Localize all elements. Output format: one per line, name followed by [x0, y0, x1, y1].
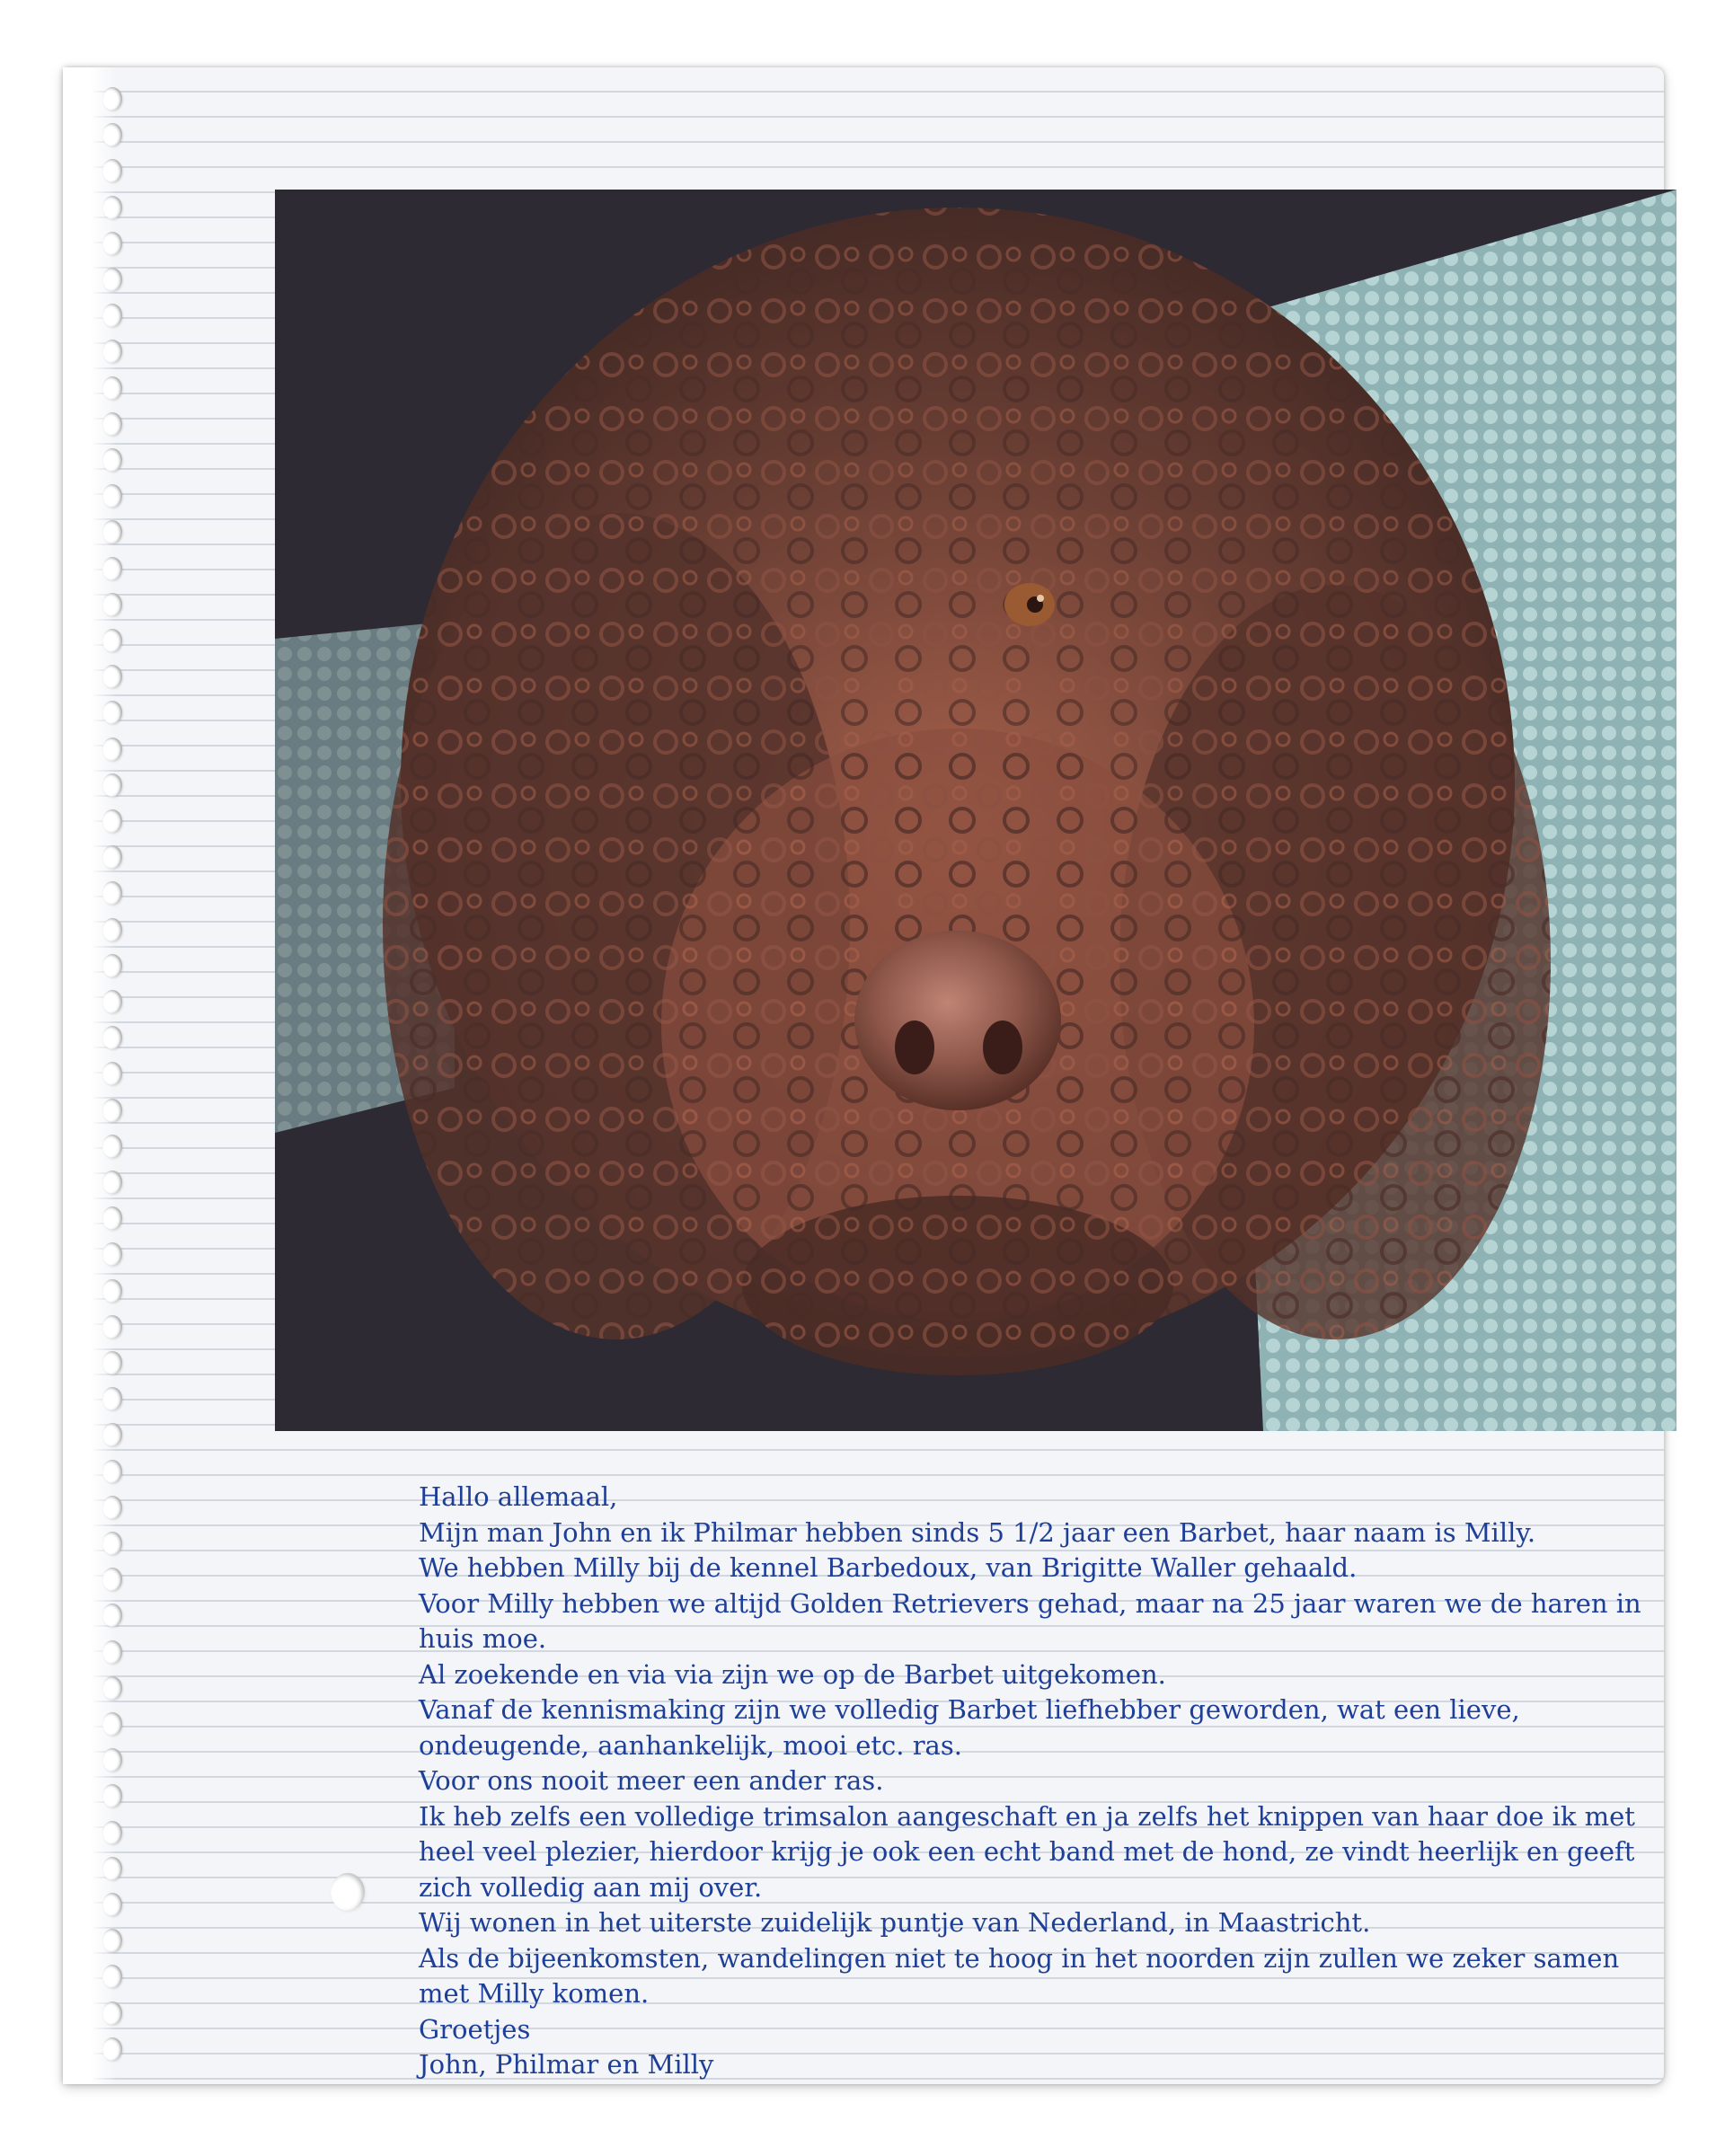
spiral-hole	[102, 1351, 122, 1374]
letter-line: We hebben Milly bij de kennel Barbedoux, van Brigitte Waller gehaald.	[419, 1552, 1358, 1583]
dog-eye-highlight	[1037, 595, 1044, 602]
spiral-hole	[102, 1171, 122, 1194]
spiral-hole	[102, 448, 122, 472]
punch-hole	[331, 1873, 365, 1911]
spiral-hole	[102, 1784, 122, 1807]
dog-nostril-right	[983, 1021, 1022, 1074]
letter-line: Groetjes	[419, 2013, 531, 2045]
spiral-hole	[102, 1640, 122, 1664]
spiral-hole	[102, 340, 122, 363]
spiral-hole	[102, 738, 122, 761]
spiral-hole	[102, 1099, 122, 1122]
spiral-hole	[102, 1748, 122, 1772]
spiral-hole	[102, 1423, 122, 1446]
spiral-hole	[102, 123, 122, 146]
spiral-hole	[102, 376, 122, 400]
spiral-hole	[102, 1965, 122, 1988]
spiral-hole	[102, 665, 122, 688]
dog-photo	[275, 190, 1676, 1431]
spiral-hole	[102, 1496, 122, 1519]
spiral-hole	[102, 845, 122, 869]
dog-beard-texture	[742, 1196, 1173, 1375]
dog-illustration	[275, 190, 1676, 1431]
spiral-hole	[102, 593, 122, 616]
spiral-hole	[102, 232, 122, 255]
spiral-hole	[102, 1062, 122, 1085]
spiral-hole	[102, 557, 122, 580]
spiral-hole	[102, 1857, 122, 1880]
spiral-hole	[102, 1604, 122, 1627]
spiral-hole	[102, 1821, 122, 1844]
spiral-hole	[102, 196, 122, 219]
spiral-hole	[102, 1279, 122, 1303]
spiral-hole	[102, 1135, 122, 1158]
spiral-binding-edge	[63, 67, 135, 2084]
spiral-hole	[102, 1242, 122, 1266]
spiral-hole	[102, 918, 122, 941]
spiral-hole	[102, 1712, 122, 1736]
spiral-hole	[102, 954, 122, 977]
spiral-hole	[102, 773, 122, 797]
letter-text	[419, 1480, 1676, 2083]
spiral-hole	[102, 1460, 122, 1483]
spiral-hole	[102, 1206, 122, 1230]
spiral-hole	[102, 1568, 122, 1591]
spiral-hole	[102, 87, 122, 110]
spiral-hole	[102, 268, 122, 291]
spiral-hole	[102, 304, 122, 327]
spiral-hole	[102, 701, 122, 724]
spiral-hole	[102, 1893, 122, 1916]
letter-line: Ik heb zelfs een volledige trimsalon aangeschaft en ja zelfs het knippen van haar doe ik met heel veel plezier, hierdoor krijg je ook een echt band met de hond, ze vindt heerlijk en geeft zich volledig aan mij over.	[419, 1800, 1635, 1903]
spiral-hole	[102, 881, 122, 905]
letter-line: Voor ons nooit meer een ander ras.	[419, 1765, 884, 1796]
spiral-hole	[102, 520, 122, 543]
spiral-hole	[102, 1026, 122, 1049]
spiral-hole	[102, 990, 122, 1013]
letter-line: Als de bijeenkomsten, wandelingen niet te hoog in het noorden zijn zullen we zeker samen met Milly komen.	[419, 1942, 1620, 2009]
letter-line: Hallo allemaal,	[419, 1481, 618, 1512]
notebook-sheet	[63, 67, 1664, 2084]
letter-line: Voor Milly hebben we altijd Golden Retrievers gehad, maar na 25 jaar waren we de haren in huis moe.	[419, 1587, 1641, 1654]
spiral-hole	[102, 2037, 122, 2061]
spiral-hole	[102, 629, 122, 652]
spiral-hole	[102, 809, 122, 833]
spiral-hole	[102, 2001, 122, 2025]
letter-line: John, Philmar en Milly	[419, 2049, 714, 2080]
spiral-hole	[102, 412, 122, 436]
spiral-hole	[102, 159, 122, 182]
letter-line: Vanaf de kennismaking zijn we volledig Barbet liefhebber geworden, wat een lieve, ondeugende, aanhankelijk, mooi etc. ras.	[419, 1694, 1520, 1761]
letter-line: Wij wonen in het uiterste zuidelijk puntje van Nederland, in Maastricht.	[419, 1907, 1371, 1938]
spiral-hole	[102, 1315, 122, 1339]
spiral-hole	[102, 484, 122, 508]
letter-line: Al zoekende en via via zijn we op de Barbet uitgekomen.	[419, 1658, 1166, 1690]
spiral-hole	[102, 1929, 122, 1952]
spiral-hole	[102, 1532, 122, 1555]
dog-nose	[854, 931, 1061, 1110]
letter-line: Mijn man John en ik Philmar hebben sinds 5 1/2 jaar een Barbet, haar naam is Milly.	[419, 1516, 1536, 1548]
spiral-hole	[102, 1387, 122, 1410]
spiral-hole	[102, 1676, 122, 1700]
dog-nostril-left	[895, 1021, 934, 1074]
